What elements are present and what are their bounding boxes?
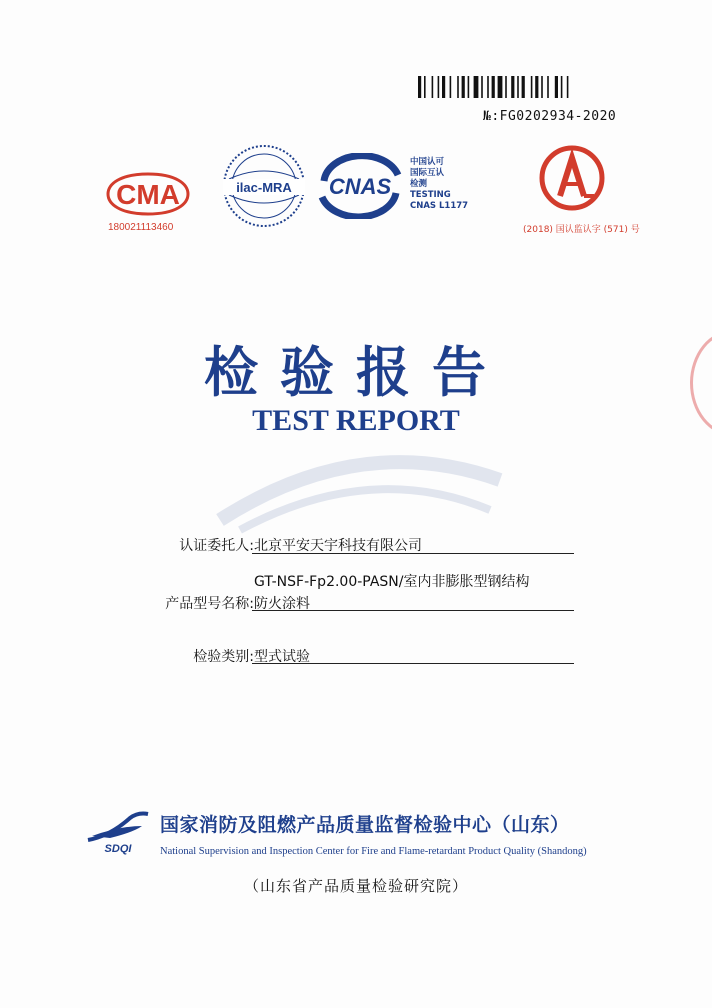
cnas-line-3: 检测 [410, 179, 428, 189]
barcode-bar [511, 76, 514, 98]
barcode-bar [432, 76, 434, 98]
barcode-bar [535, 76, 538, 98]
barcode-bar [505, 76, 507, 98]
barcode-bar [462, 76, 465, 98]
cal-logo [538, 144, 606, 212]
category-label: 检验类别: [193, 649, 254, 665]
barcode-bar [418, 76, 421, 98]
organization-name: 国家消防及阻燃产品质量监督检验中心（山东） [160, 814, 570, 836]
barcode-bar [517, 76, 519, 98]
watermark-emblem [200, 420, 520, 540]
category-underline [252, 663, 574, 664]
product-value-line-2: 防火涂料 [254, 596, 310, 612]
cal-caption: (2018) 国认监认字 (571) 号 [523, 225, 640, 235]
client-underline [252, 553, 574, 554]
cma-number: 180021113460 [108, 222, 174, 233]
barcode [418, 76, 618, 98]
organization-subtitle: （山东省产品质量检验研究院） [243, 877, 468, 895]
sdqi-letters: SDQI [104, 843, 132, 855]
report-number: №:FG0202934-2020 [483, 109, 617, 124]
product-underline [252, 610, 574, 611]
barcode-bar [438, 76, 440, 98]
cnas-line-5: CNAS L1177 [410, 201, 469, 211]
barcode-bar [522, 76, 525, 98]
cma-letters: CMA [116, 179, 180, 210]
barcode-bar [468, 76, 470, 98]
barcode-bar [531, 76, 533, 98]
barcode-bar [457, 76, 459, 98]
page-title: 检验报告 [204, 341, 508, 404]
cnas-letters: CNAS [328, 174, 392, 199]
barcode-bar [442, 76, 445, 98]
barcode-bar [541, 76, 543, 98]
cnas-caption [410, 157, 468, 212]
product-value-line-1: GT-NSF-Fp2.00-PASN/室内非膨胀型钢结构 [254, 574, 530, 590]
barcode-bar [474, 76, 479, 98]
barcode-bar [424, 76, 426, 98]
cnas-line-4: TESTING [410, 190, 451, 200]
barcode-bar [481, 76, 483, 98]
client-label: 认证委托人: [179, 538, 254, 554]
barcode-bar [492, 76, 495, 98]
barcode-bar [561, 76, 563, 98]
barcode-bar [487, 76, 489, 98]
ilac-text: ilac-MRA [236, 180, 292, 195]
client-value: 北京平安天宇科技有限公司 [254, 538, 422, 554]
category-value: 型式试验 [254, 649, 310, 665]
ilac-mra-logo [221, 143, 307, 229]
barcode-bar [547, 76, 549, 98]
barcode-bar [450, 76, 452, 98]
barcode-bar [567, 76, 569, 98]
cnas-line-2: 国际互认 [410, 168, 445, 178]
cnas-line-1: 中国认可 [410, 157, 445, 167]
cma-logo [104, 170, 192, 218]
cnas-logo [314, 153, 406, 219]
product-label: 产品型号名称: [165, 596, 254, 612]
page-title-english: TEST REPORT [252, 404, 460, 437]
barcode-bar [555, 76, 558, 98]
barcode-bar [498, 76, 503, 98]
organization-name-english: National Supervision and Inspection Center for Fire and Flame-retardant Product Quality (Shandong) [160, 846, 587, 857]
sdqi-logo [80, 806, 156, 856]
